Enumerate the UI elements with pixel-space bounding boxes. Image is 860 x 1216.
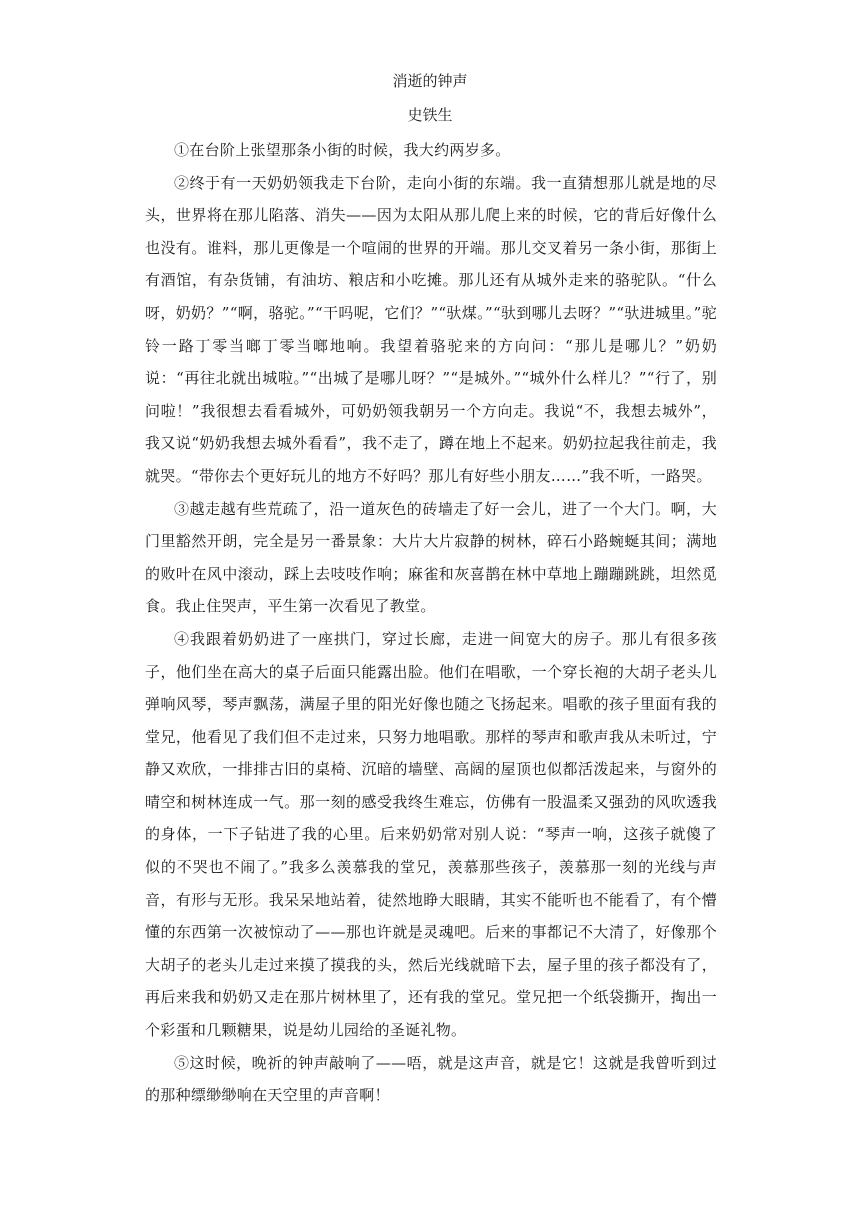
paragraph-1: ①在台阶上张望那条小街的时候，我大约两岁多。 (174, 141, 511, 159)
paragraph-2: ②终于有一天奶奶领我走下台阶，走向小街的东端。我一直猜想那儿就是地的尽头，世界将在那儿陷落、消失——因为太阳从那儿爬上来的时候，它的背后好像什么也没有。谁料，那儿更像是一个喧闹的世界的开端。那儿交叉着另一条小街，那街上有酒馆，有杂货铺，有油坊、粮店和小吃摊。那儿还有从城外走来的骆驼队。“什么呀，奶奶？”“啊，骆驼。”“干吗呢，它们？”“驮煤。”“驮到哪儿去呀？”“驮进城里。”驼铃一路丁零当啷丁零当啷地响。我望着骆驼来的方向问：“那儿是哪儿？”奶奶说：“再往北就出城啦。”“出城了是哪儿呀？”“是城外。”“城外什么样儿？”“行了，别问啦！”我很想去看看城外，可奶奶领我朝另一个方向走。我说“不，我想去城外”，我又说“奶奶我想去城外看看”，我不走了，蹲在地上不起来。奶奶拉起我往前走，我就哭。“带你去个更好玩儿的地方不好吗？那儿有好些小朋友……”我不听，一路哭。 (145, 173, 717, 485)
paragraph-5: ⑤这时候，晚祈的钟声敲响了——唔，就是这声音，就是它！这就是我曾听到过的那种缥缈缈响在天空里的声音啊！ (145, 1053, 717, 1105)
paragraph-3: ③越走越有些荒疏了，沿一道灰色的砖墙走了好一会儿，进了一个大门。啊，大门里豁然开朗，完全是另一番景象：大片大片寂静的树林，碎石小路蜿蜒其间；满地的败叶在风中滚动，踩上去吱吱作响；麻雀和灰喜鹊在林中草地上蹦蹦跳跳，坦然觅食。我止住哭声，平生第一次看见了教堂。 (145, 499, 717, 616)
paragraph-4: ④我跟着奶奶进了一座拱门，穿过长廊，走进一间宽大的房子。那儿有很多孩子，他们坐在高大的桌子后面只能露出脸。他们在唱歌，一个穿长袍的大胡子老头儿弹响风琴，琴声飘荡，满屋子里的阳光好像也随之飞扬起来。唱歌的孩子里面有我的堂兄，他看见了我们但不走过来，只努力地唱歌。那样的琴声和歌声我从未听过，宁静又欢欣，一排排古旧的桌椅、沉暗的墙壁、高阔的屋顶也似都活泼起来，与窗外的晴空和树林连成一气。那一刻的感受我终生难忘，仿佛有一股温柔又强劲的风吹透我的身体，一下子钻进了我的心里。后来奶奶常对别人说：“琴声一响，这孩子就傻了似的不哭也不闹了。”我多么羡慕我的堂兄，羡慕那些孩子，羡慕那一刻的光线与声音，有形与无形。我呆呆地站着，徒然地睁大眼睛，其实不能听也不能看了，有个懵懂的东西第一次被惊动了——那也许就是灵魂吧。后来的事都记不大清了，好像那个大胡子的老头儿走过来摸了摸我的头，然后光线就暗下去，屋子里的孩子都没有了，再后来我和奶奶又走在那片树林里了，还有我的堂兄。堂兄把一个纸袋撕开，掏出一个彩蛋和几颗糖果，说是幼儿园给的圣诞礼物。 (145, 629, 717, 1040)
article-body (145, 134, 717, 1112)
article-author: 史铁生 (407, 106, 453, 124)
article-title: 消逝的钟声 (392, 72, 468, 90)
